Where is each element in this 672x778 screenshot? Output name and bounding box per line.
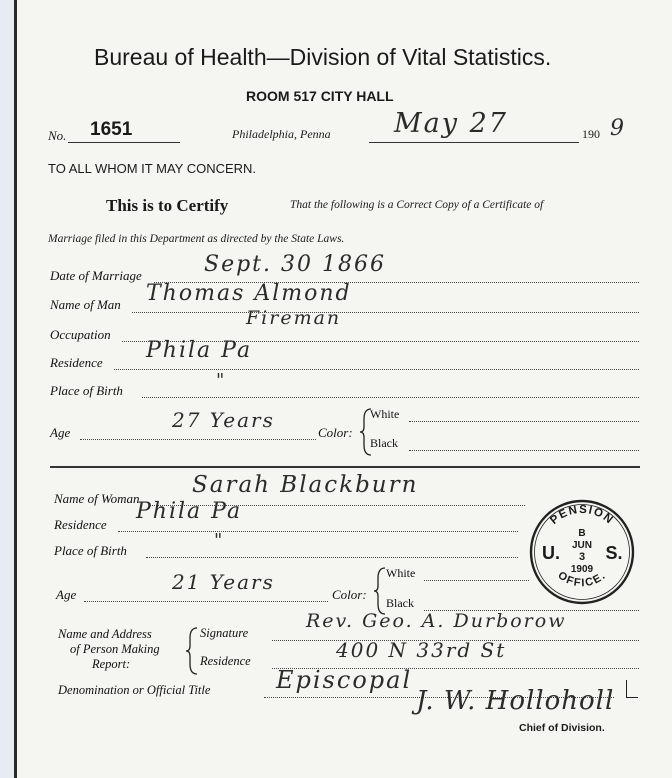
- corner-mark-vertical: [626, 680, 627, 698]
- stamp-bottom: OFFICE.: [555, 569, 609, 590]
- chief-signature: J. W. Holloholl: [416, 686, 615, 716]
- reporter-label-3: Report:: [92, 657, 131, 671]
- man-age-line: [80, 439, 316, 440]
- signature-value: Rev. Geo. A. Durborow: [306, 610, 567, 632]
- man-residence-label: Residence: [50, 355, 103, 370]
- stamp-day: 3: [578, 551, 586, 563]
- place-label: Philadelphia, Penna: [232, 127, 331, 141]
- stamp-right: S.: [605, 543, 623, 563]
- date-underline: [369, 142, 579, 143]
- name-of-man-label: Name of Man: [50, 297, 121, 312]
- date-handwritten: May 27: [394, 108, 508, 139]
- stamp-top: PENSION: [548, 503, 616, 527]
- woman-birth-value: ": [214, 530, 225, 551]
- concern-line: TO ALL WHOM IT MAY CONCERN.: [48, 161, 257, 176]
- date-of-marriage-label: Date of Marriage: [50, 268, 142, 283]
- certify-text-1: That the following is a Correct Copy of a Certificate of: [290, 199, 544, 211]
- reporter-label-2: of Person Making: [70, 642, 160, 656]
- corner-mark-horizontal: [626, 697, 638, 698]
- reporter-label-1: Name and Address: [58, 627, 152, 641]
- woman-birth-label: Place of Birth: [54, 543, 127, 558]
- woman-color-label: Color:: [332, 587, 367, 602]
- certify-text-2: Marriage filed in this Department as directed by the State Laws.: [48, 233, 345, 245]
- man-residence-value: Phila Pa: [146, 338, 253, 363]
- number-underline: [68, 142, 180, 143]
- name-of-woman-value: Sarah Blackburn: [192, 472, 419, 498]
- bureau-title: Bureau of Health—Division of Vital Statistics.: [94, 44, 552, 70]
- woman-color-black: Black: [386, 596, 414, 610]
- chief-title: Chief of Division.: [519, 722, 605, 734]
- year-printed: 190: [582, 127, 600, 141]
- year-handwritten: 9: [610, 116, 626, 141]
- occupation-value: Fireman: [246, 307, 342, 329]
- woman-age-label: Age: [56, 587, 77, 602]
- man-color-white: White: [370, 407, 400, 421]
- denomination-value: Episcopal: [276, 666, 413, 694]
- stamp-year: 1909: [570, 564, 594, 575]
- name-of-woman-label: Name of Woman: [54, 491, 140, 506]
- woman-age-value: 21 Years: [172, 570, 275, 594]
- man-black-line: [409, 450, 639, 451]
- signature-label: Signature: [200, 626, 249, 640]
- woman-color-white: White: [386, 566, 416, 580]
- name-of-man-line: [132, 312, 639, 313]
- certificate-sheet: [14, 0, 672, 778]
- woman-birth-line: [146, 557, 518, 558]
- man-birth-line: [142, 397, 639, 398]
- man-residence-line: [114, 369, 639, 370]
- room-line: ROOM 517 CITY HALL: [246, 88, 394, 104]
- date-of-marriage-value: Sept. 30 1866: [204, 252, 386, 277]
- man-birth-label: Place of Birth: [50, 383, 123, 398]
- number-label: No.: [48, 128, 67, 143]
- reporter-brace: [185, 626, 201, 676]
- name-of-man-value: Thomas Almond: [146, 281, 352, 306]
- man-birth-value: ": [216, 370, 227, 391]
- occupation-label: Occupation: [50, 327, 111, 342]
- certify-heading: This is to Certify: [106, 196, 229, 215]
- man-color-black: Black: [370, 436, 398, 450]
- stamp-letter: B: [578, 528, 586, 539]
- pension-office-stamp: [526, 496, 636, 606]
- woman-residence-value: Phila Pa: [136, 499, 243, 524]
- reporter-residence-value: 400 N 33rd St: [336, 638, 507, 662]
- woman-age-line: [84, 601, 328, 602]
- reporter-residence-label: Residence: [200, 654, 251, 668]
- certificate-number: 1651: [90, 119, 133, 140]
- stamp-month: JUN: [571, 540, 593, 551]
- stamp-left: U.: [542, 543, 560, 563]
- woman-white-line: [424, 580, 529, 581]
- man-age-value: 27 Years: [172, 408, 275, 432]
- man-white-line: [409, 421, 639, 422]
- denomination-label: Denomination or Official Title: [58, 683, 211, 697]
- woman-residence-line: [118, 531, 518, 532]
- woman-residence-label: Residence: [54, 517, 107, 532]
- man-color-label: Color:: [318, 425, 353, 440]
- section-separator: [50, 466, 640, 468]
- man-age-label: Age: [50, 425, 71, 440]
